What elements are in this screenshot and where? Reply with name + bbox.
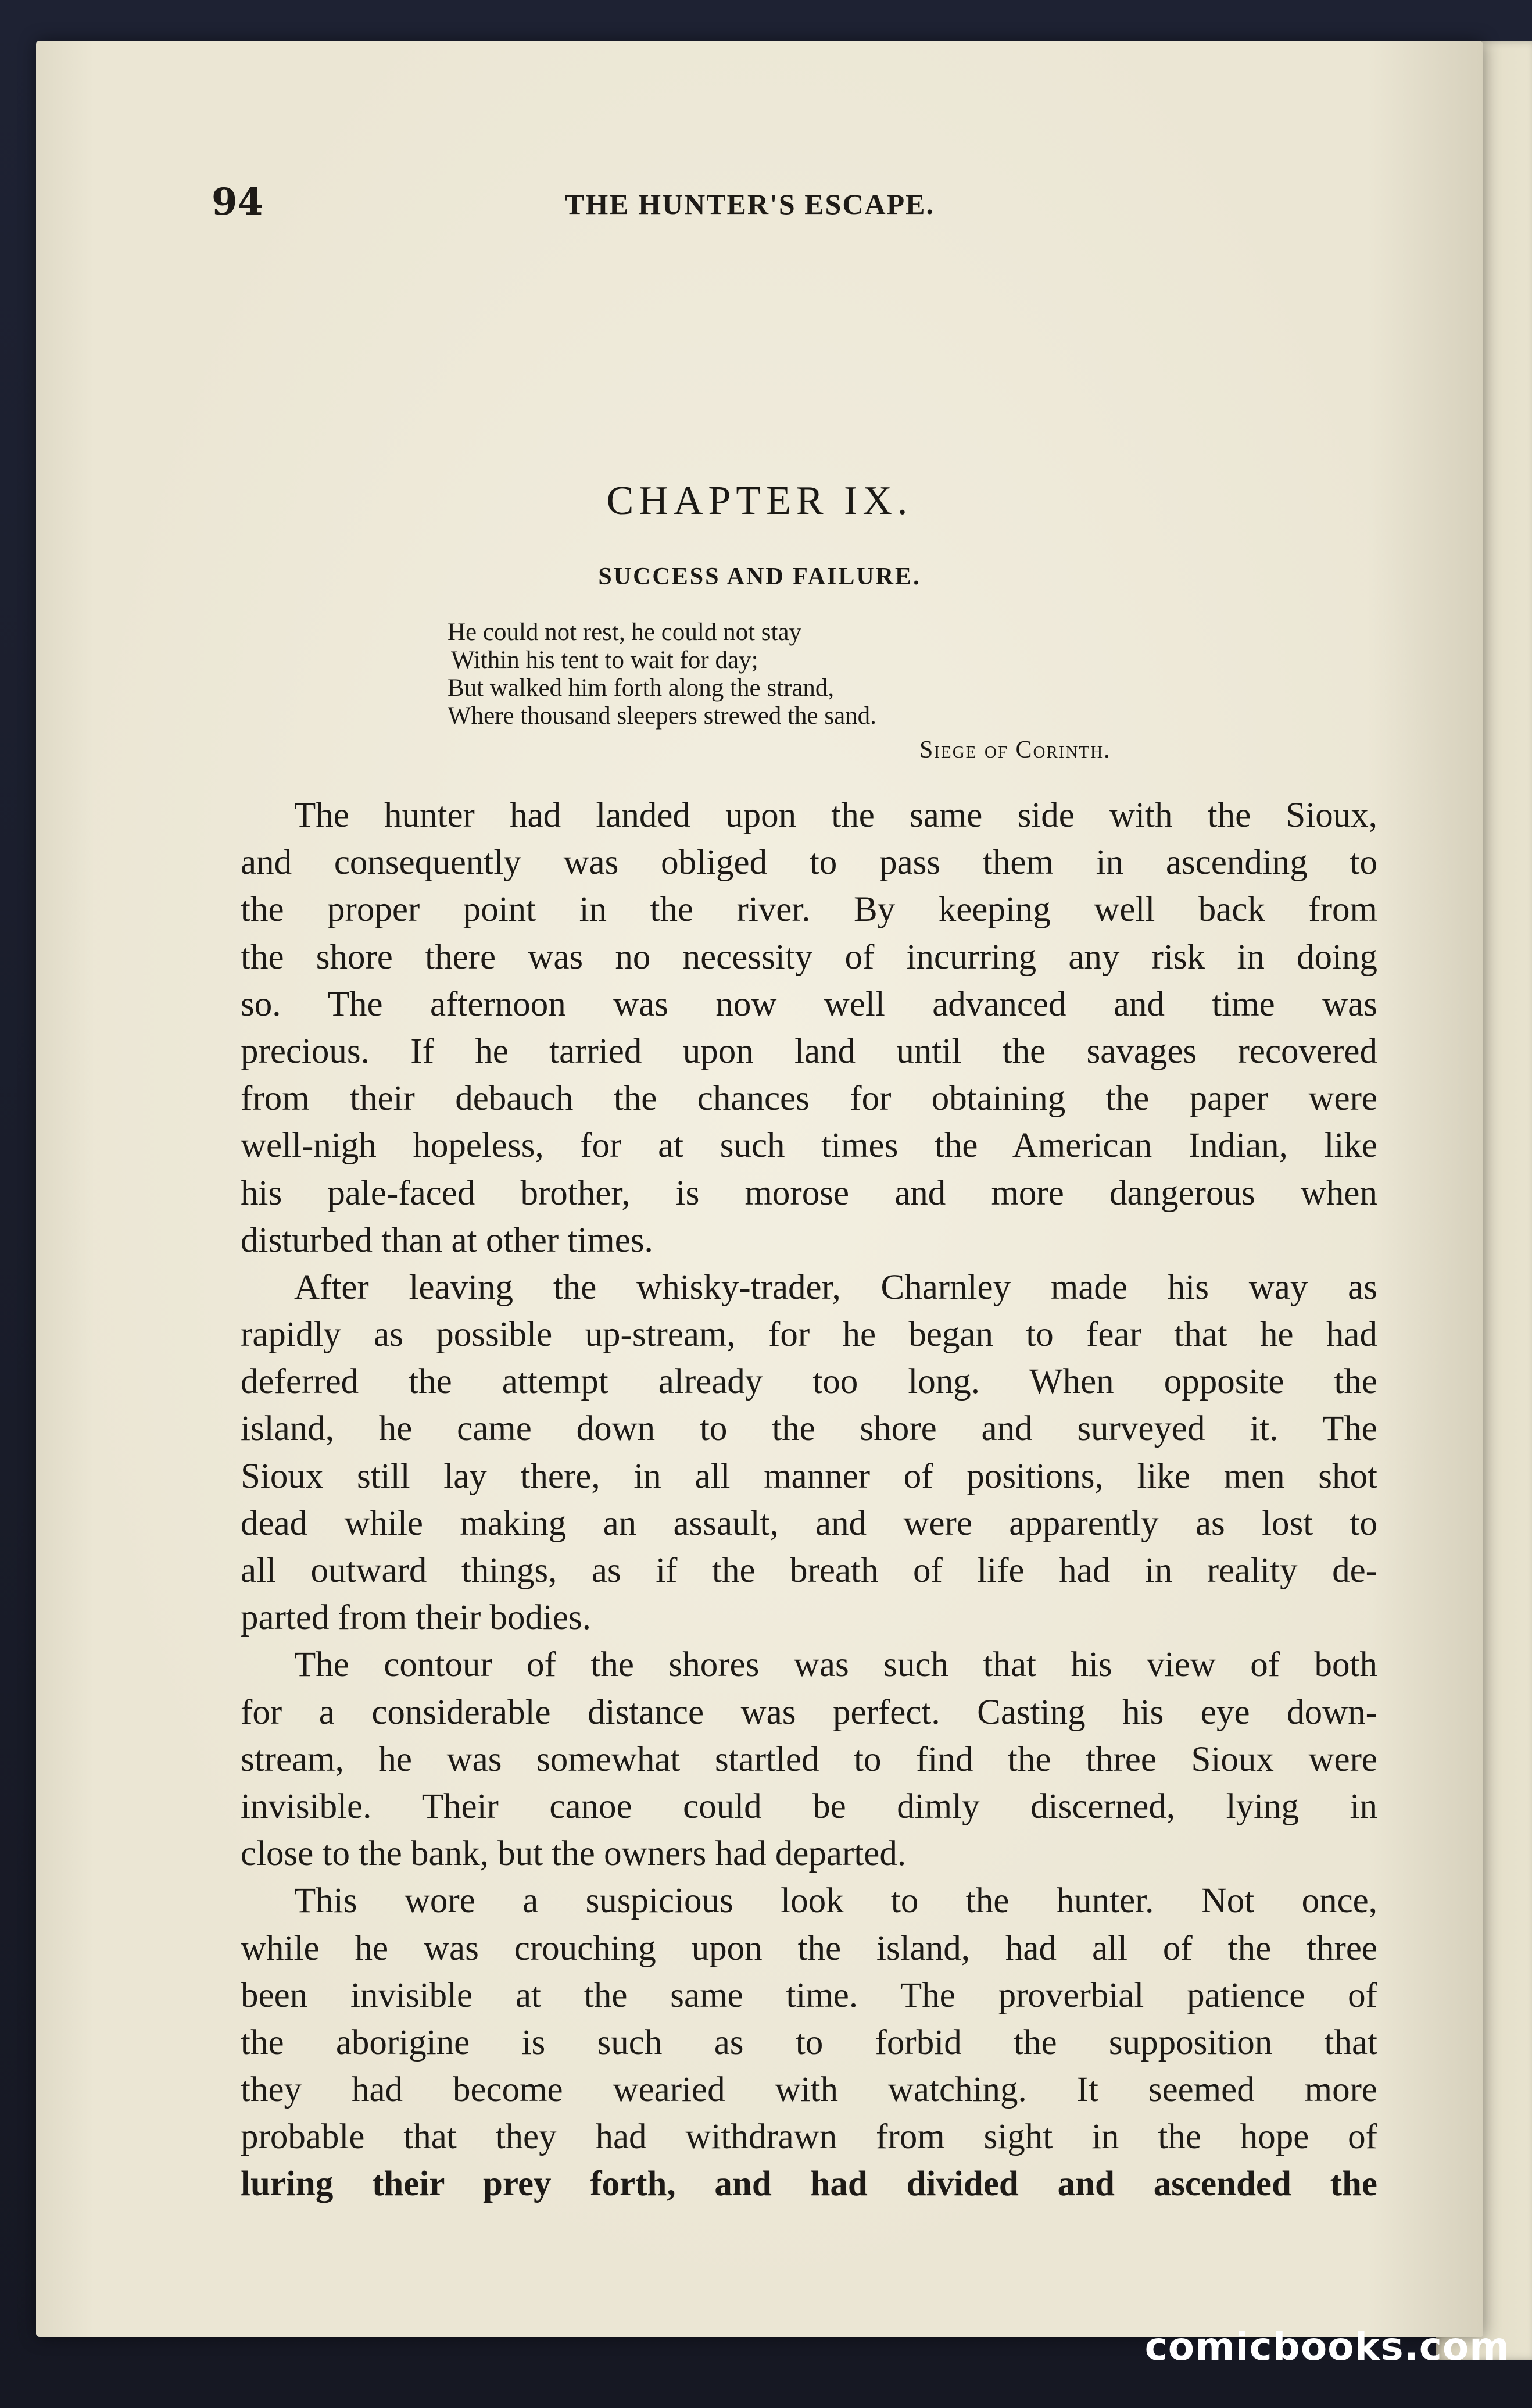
body-line: the aborigine is such as to forbid the supposition that xyxy=(241,2023,1377,2062)
body-text xyxy=(241,792,1377,2208)
chapter-subtitle: SUCCESS AND FAILURE. xyxy=(598,563,921,590)
body-line: stream, he was somewhat startled to find the three Sioux were xyxy=(241,1739,1377,1779)
body-line: close to the bank, but the owners had departed. xyxy=(241,1834,907,1874)
body-line: dead while making an assault, and were apparently as lost to xyxy=(241,1503,1377,1543)
body-line: invisible. Their canoe could be dimly discerned, lying in xyxy=(241,1787,1377,1826)
body-line: for a considerable distance was perfect. Casting his eye down- xyxy=(241,1692,1377,1732)
chapter-title: CHAPTER IX. xyxy=(606,478,913,523)
body-line: all outward things, as if the breath of life had in reality de- xyxy=(241,1551,1377,1590)
epigraph-line: Where thousand sleepers strewed the sand. xyxy=(448,702,876,730)
book-page xyxy=(36,41,1483,2337)
epigraph-source: Siege of Corinth. xyxy=(919,737,1111,763)
running-head: THE HUNTER'S ESCAPE. xyxy=(565,188,935,220)
body-line: parted from their bodies. xyxy=(241,1598,592,1638)
body-line: probable that they had withdrawn from sight in the hope of xyxy=(241,2117,1377,2157)
body-line: The hunter had landed upon the same side with the Sioux, xyxy=(294,796,1377,835)
body-line: and consequently was obliged to pass them in ascending to xyxy=(241,843,1377,883)
body-line: his pale-faced brother, is morose and more dangerous when xyxy=(241,1173,1377,1213)
body-line: deferred the attempt already too long. When opposite the xyxy=(241,1362,1377,1402)
show-through-text xyxy=(210,291,1361,481)
body-line: the shore there was no necessity of incurring any risk in doing xyxy=(241,937,1377,977)
body-line: The contour of the shores was such that his view of both xyxy=(294,1645,1377,1685)
body-line: This wore a suspicious look to the hunter. Not once, xyxy=(294,1881,1377,1921)
page-number: 94 xyxy=(212,180,264,224)
body-line: well-nigh hopeless, for at such times the American Indian, like xyxy=(241,1126,1377,1166)
body-line: while he was crouching upon the island, had all of the three xyxy=(241,1928,1377,1968)
body-line: the proper point in the river. By keeping well back from xyxy=(241,890,1377,930)
epigraph-line: But walked him forth along the strand, xyxy=(448,674,835,702)
watermark-text: comicbooks.com xyxy=(1144,2324,1510,2369)
epigraph-line: Within his tent to wait for day; xyxy=(451,646,758,674)
epigraph xyxy=(448,619,1261,730)
body-line: so. The afternoon was now well advanced and time was xyxy=(241,984,1377,1024)
body-line: rapidly as possible up-stream, for he began to fear that he had xyxy=(241,1315,1377,1355)
body-line: disturbed than at other times. xyxy=(241,1220,653,1260)
epigraph-line: He could not rest, he could not stay xyxy=(448,619,802,646)
body-line: they had become wearied with watching. It seemed more xyxy=(241,2070,1377,2110)
page-header xyxy=(36,41,1483,273)
body-line: been invisible at the same time. The proverbial patience of xyxy=(241,1975,1377,2015)
body-line: luring their prey forth, and had divided and ascended the xyxy=(241,2164,1377,2204)
body-line: After leaving the whisky-trader, Charnley made his way as xyxy=(294,1267,1377,1307)
body-line: Sioux still lay there, in all manner of positions, like men shot xyxy=(241,1456,1377,1496)
body-line: island, he came down to the shore and surveyed it. The xyxy=(241,1409,1377,1449)
body-line: precious. If he tarried upon land until the savages recovered xyxy=(241,1031,1377,1071)
body-line: from their debauch the chances for obtaining the paper were xyxy=(241,1079,1377,1119)
